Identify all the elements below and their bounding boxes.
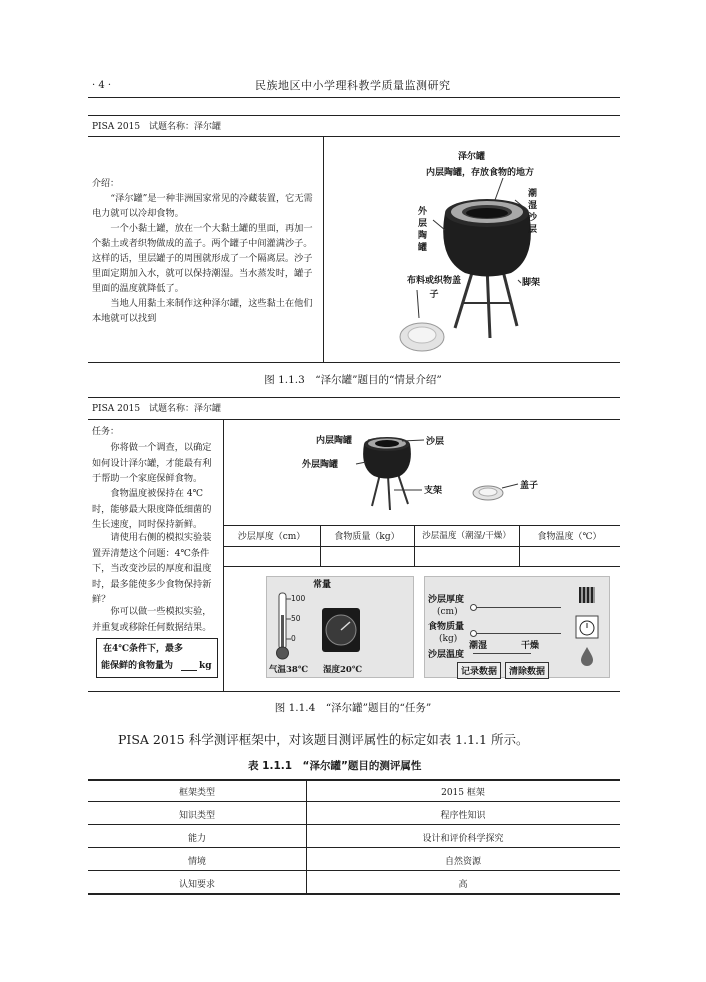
page-number: · 4 · <box>92 80 112 91</box>
fig1-divider <box>323 136 324 362</box>
water-drop-icon[interactable] <box>579 645 595 667</box>
task-label-outer: 外层陶罐 <box>302 460 339 470</box>
hygrometer-dial-icon <box>321 607 361 653</box>
qr-grid-icon <box>579 587 595 603</box>
answer-line-2: 能保鲜的食物量为 <box>101 661 174 671</box>
sand-temp-label: 沙层温度 <box>428 650 465 660</box>
wet-option[interactable]: 潮湿 <box>469 641 488 651</box>
food-mass-slider[interactable] <box>473 633 561 634</box>
table-bottom-rule <box>88 893 620 895</box>
task-heading: 任务： <box>92 427 120 437</box>
label-title: 泽尔罐 <box>458 152 486 162</box>
table-top-rule <box>88 779 620 781</box>
fig1-top-rule <box>88 115 620 116</box>
label-stand: 脚架 <box>522 278 541 288</box>
fig2-box-header: PISA 2015 试题名称：泽尔罐 <box>92 404 222 414</box>
intro-heading: 介绍： <box>92 179 120 189</box>
task-pot-illustration <box>350 428 540 520</box>
timer-icon[interactable] <box>575 615 599 639</box>
task-label-lid: 盖子 <box>520 481 539 491</box>
label-lid: 布料或织物盖子 <box>406 276 461 300</box>
sim-controls-panel <box>424 576 610 678</box>
task-para-4: 你可以做一些模拟实验，并重复或移除任何数据结果。 <box>92 606 212 633</box>
answer-blank[interactable] <box>181 670 197 671</box>
table-row-3-key: 能力 <box>187 834 206 844</box>
air-temp-readout: 气温38℃ <box>269 665 309 675</box>
answer-line-1: 在4℃条件下，最多 <box>103 644 184 654</box>
task-para-2: 食物温度被保持在 4℃时，能够最大限度降低细菌的生长速度，同时保持新鲜。 <box>92 488 212 530</box>
answer-box <box>96 638 218 678</box>
running-title: 民族地区中小学理科教学质量监测研究 <box>255 79 451 92</box>
food-mass-slider-knob[interactable] <box>470 630 477 637</box>
sim-constants-title: 常量 <box>313 580 332 590</box>
task-para-1: 你将做一个调查，以确定如何设计泽尔罐，才能最有利于帮助一个家庭保鲜食物。 <box>92 442 212 484</box>
thermo-tick-100: 100 <box>291 594 306 603</box>
table-row-2-key: 知识类型 <box>178 811 215 821</box>
sand-thickness-unit: (cm) <box>437 607 458 617</box>
answer-unit: kg <box>199 661 212 671</box>
table-row-2-value: 程序性知识 <box>440 811 486 821</box>
sand-temp-toggle[interactable] <box>473 653 531 654</box>
clear-data-button[interactable]: 清除数据 <box>505 662 549 679</box>
table-row-4-value: 自然资源 <box>444 857 481 867</box>
thermo-tick-0: 0 <box>291 634 296 643</box>
lid-shape <box>400 323 444 351</box>
task-label-sand: 沙层 <box>426 437 445 447</box>
table-row-1-key: 框架类型 <box>178 788 215 798</box>
header-rule <box>88 97 620 98</box>
thermo-tick-50: 50 <box>291 614 301 623</box>
intro-para-3: 当地人用黏土来制作这种泽尔罐，这些黏土在他们本地就可以找到 <box>92 298 313 324</box>
task-table-top <box>223 525 620 526</box>
task-para-3: 请使用右侧的模拟实验装置弄清楚这个问题：4℃条件下，当改变沙层的厚度和温度时，最多能使多少食物保持新鲜？ <box>92 532 212 605</box>
sand-thickness-slider-knob[interactable] <box>470 604 477 611</box>
fig1-header-rule <box>88 136 620 137</box>
sim-constants-panel <box>266 576 414 678</box>
label-wet-sand: 潮湿沙层 <box>528 189 538 235</box>
fig2-header-rule <box>88 419 620 420</box>
task-lid <box>473 486 503 500</box>
dry-option[interactable]: 干燥 <box>521 641 540 651</box>
fig2-bottom-rule <box>88 691 620 692</box>
table-row-3-value: 设计和评价科学探究 <box>422 834 504 844</box>
intro-para-1: “泽尔罐”是一种非洲国家常见的冷藏装置，它无需电力就可以冷却食物。 <box>92 193 313 219</box>
task-table-mid <box>223 546 620 547</box>
fig1-caption: 图 1.1.3 “泽尔罐”题目的“情景介绍” <box>264 374 442 386</box>
table-title: 表 1.1.1 “泽尔罐”题目的测评属性 <box>248 760 422 772</box>
fig2-caption: 图 1.1.4 “泽尔罐”题目的“任务” <box>274 702 432 714</box>
task-col-food-mass: 食物质量（kg） <box>334 532 400 542</box>
food-mass-unit: (kg) <box>439 634 458 644</box>
task-label-stand: 支架 <box>424 486 443 496</box>
table-row-4-key: 情境 <box>187 857 206 867</box>
intro-para-2: 一个小黏土罐，放在一个大黏土罐的里面，再加一个黏土或者织物做成的盖子。两个罐子中间灌满沙子。这样的话，里层罐子的周围就形成了一个隔离层。沙子里面定期加入水，就可以保持潮湿。当水蒸发时，罐子里面的温度就降低了。 <box>92 223 313 294</box>
sand-thickness-slider[interactable] <box>473 607 561 608</box>
task-col-food-temp: 食物温度（℃） <box>537 532 602 542</box>
label-inner-pot: 内层陶罐，存放食物的地方 <box>426 168 535 178</box>
sand-thickness-label: 沙层厚度 <box>428 595 465 605</box>
food-mass-label: 食物质量 <box>428 622 465 632</box>
fig2-top-rule <box>88 397 620 398</box>
table-row-1-value: 2015 框架 <box>441 788 485 798</box>
table-row-5-value: 高 <box>458 880 468 890</box>
fig2-divider <box>223 419 224 691</box>
humidity-readout: 湿度20℃ <box>323 665 363 675</box>
fig1-box-header: PISA 2015 试题名称：泽尔罐 <box>92 122 222 132</box>
body-paragraph: PISA 2015 科学测评框架中，对该题目测评属性的标定如表 1.1.1 所示。 <box>118 732 529 747</box>
fig1-bottom-rule <box>88 362 620 363</box>
task-col-sand-thickness: 沙层厚度（cm） <box>237 532 306 542</box>
task-label-inner: 内层陶罐 <box>316 436 353 446</box>
label-outer-pot: 外层陶罐 <box>418 207 428 253</box>
table-row-5-key: 认知要求 <box>178 880 215 890</box>
record-data-button[interactable]: 记录数据 <box>457 662 501 679</box>
task-table-bot <box>223 566 620 567</box>
task-col-sand-temp: 沙层温度（潮湿/干燥） <box>422 531 511 541</box>
